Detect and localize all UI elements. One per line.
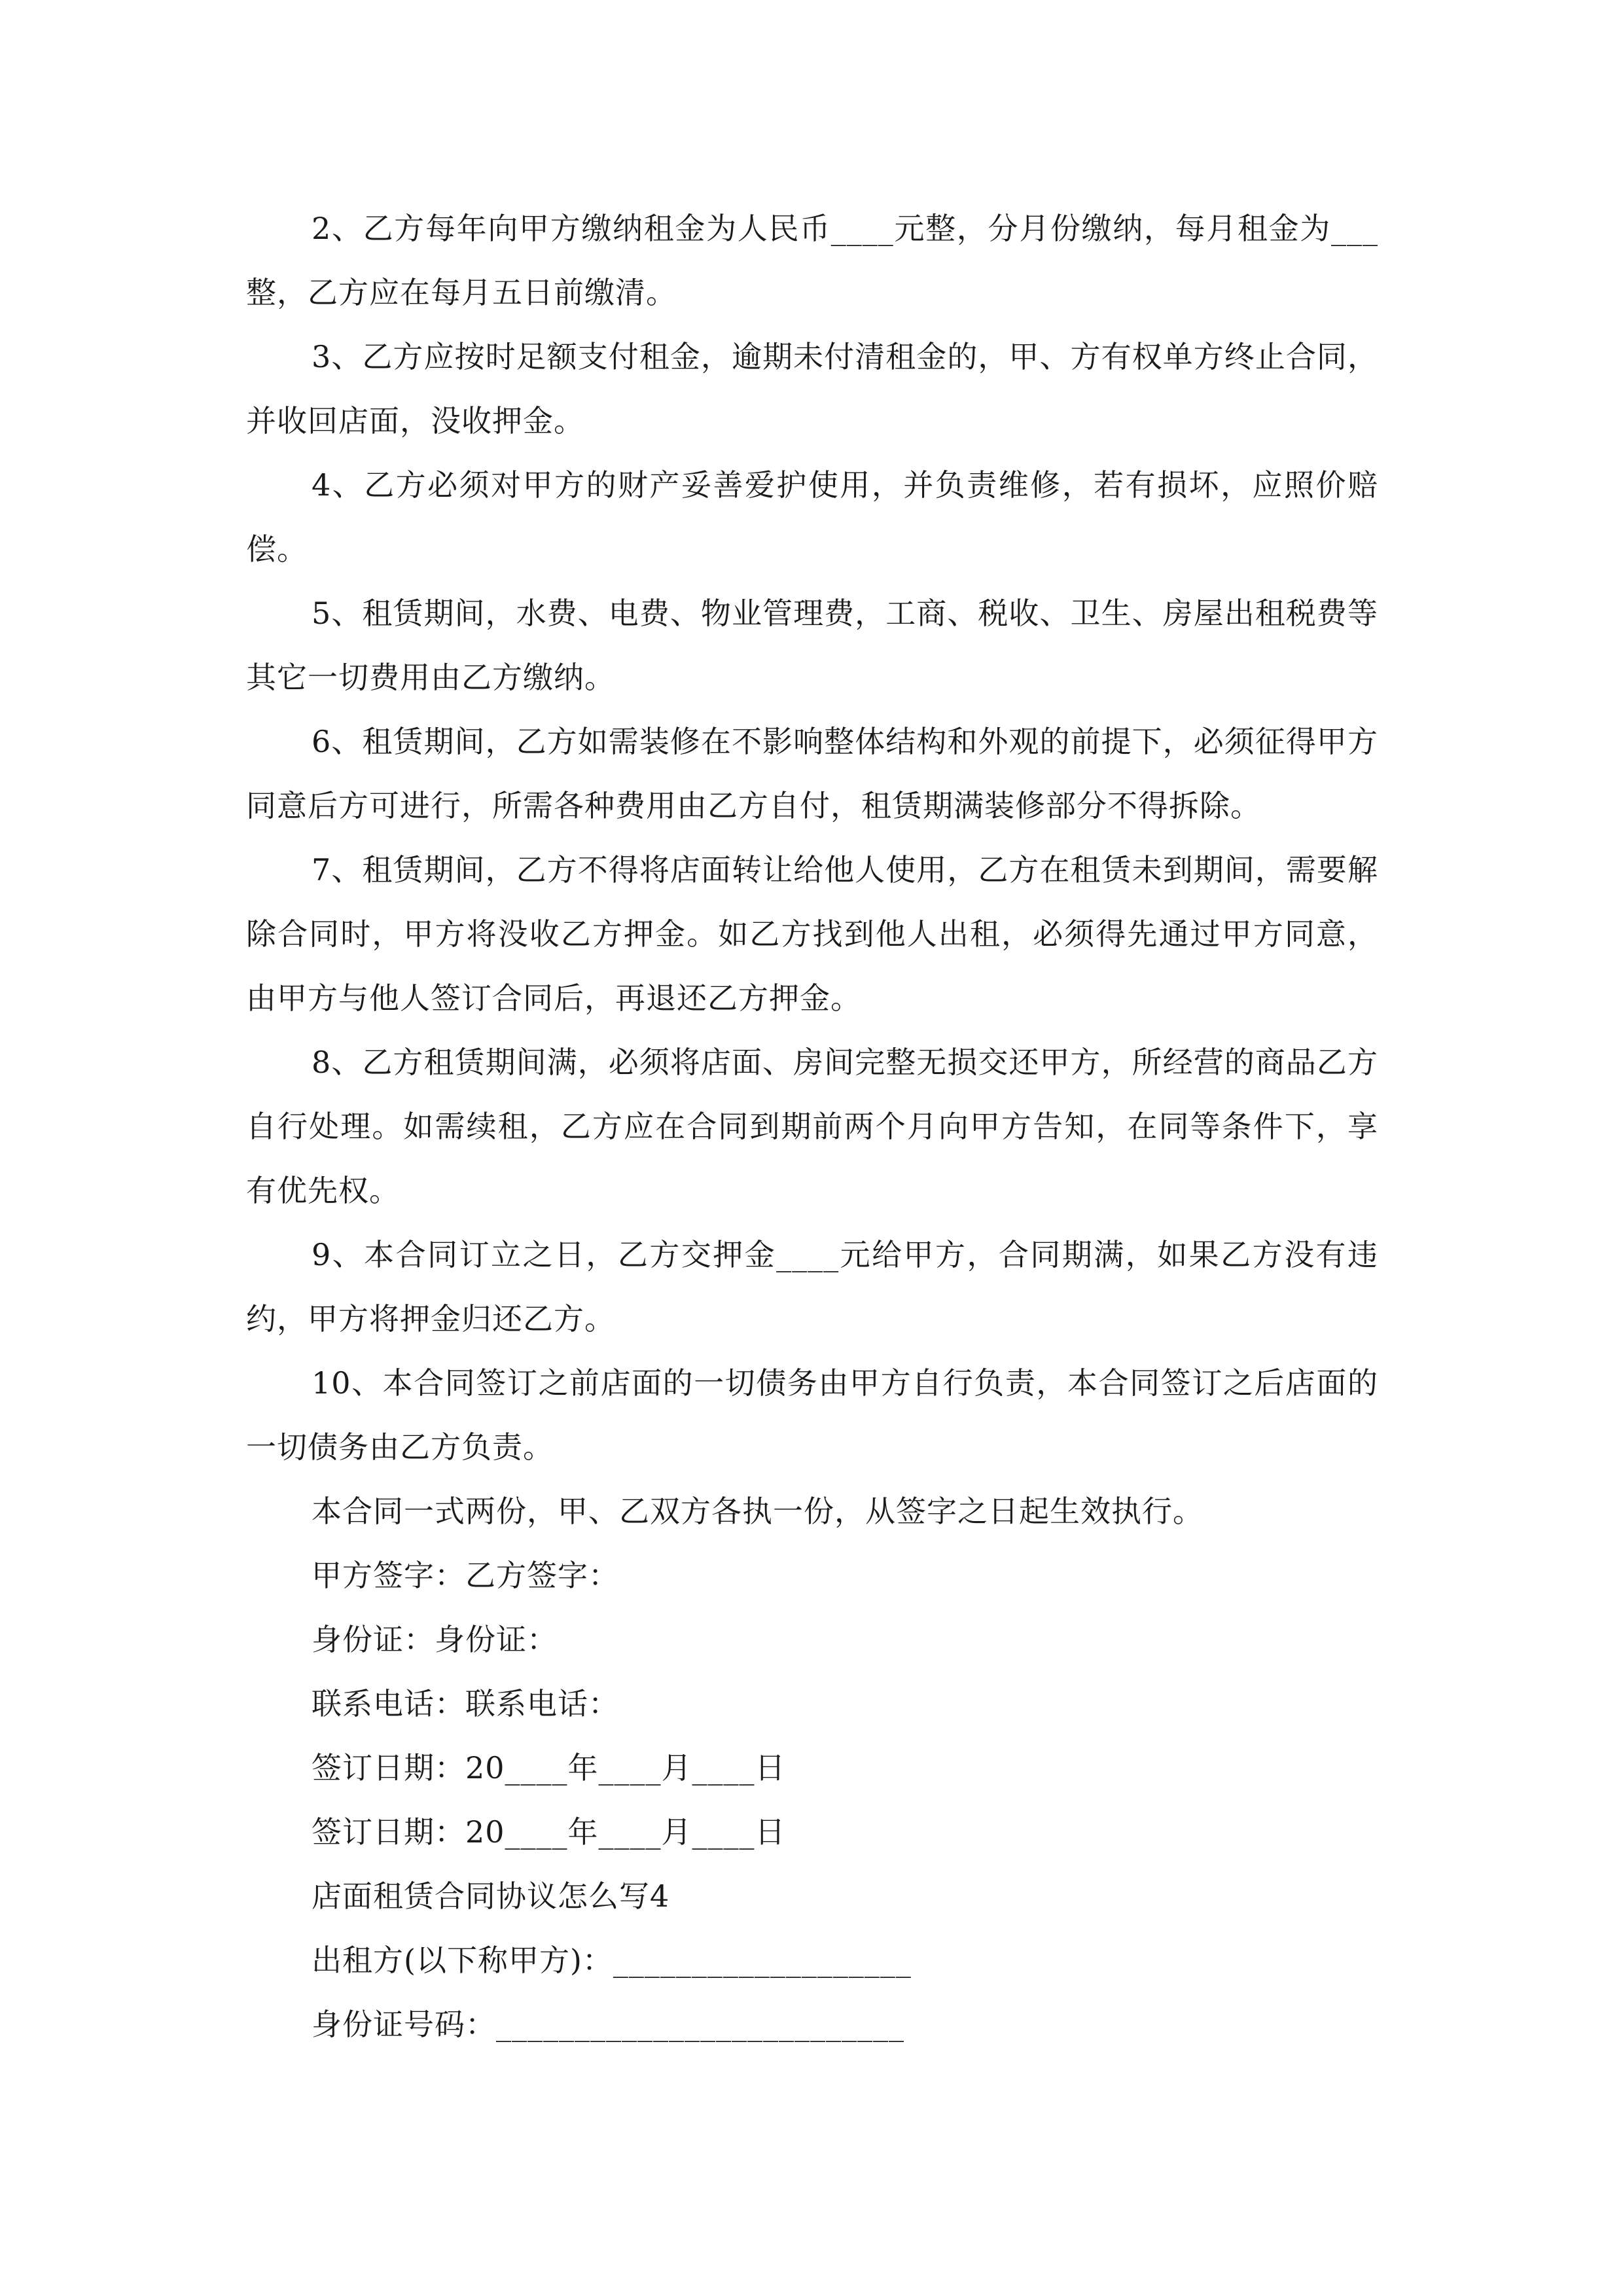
id-number-line: 身份证号码：__________________________ xyxy=(312,2007,904,2042)
clause-8: 8、乙方租赁期间满，必须将店面、房间完整无损交还甲方，所经营的商品乙方自行处理。如需续租，乙方应在合同到期前两个月向甲方告知，在同等条件下，享有优先权。 xyxy=(246,1045,1378,1208)
clause-10: 10、本合同签订之前店面的一切债务由甲方自行负责，本合同签订之后店面的一切债务由乙方负责。 xyxy=(246,1365,1378,1465)
section-title: 店面租赁合同协议怎么写4 xyxy=(312,1878,670,1914)
clause-5: 5、租赁期间，水费、电费、物业管理费，工商、税收、卫生、房屋出租税费等其它一切费用由乙方缴纳。 xyxy=(246,596,1378,695)
clause-2: 2、乙方每年向甲方缴纳租金为人民币____元整，分月份缴纳，每月租金为___整，乙方应在每月五日前缴清。 xyxy=(246,211,1378,310)
lessor-line: 出租方(以下称甲方)：___________________ xyxy=(312,1943,912,1978)
clause-4: 4、乙方必须对甲方的财产妥善爱护使用，并负责维修，若有损坏，应照价赔偿。 xyxy=(246,467,1378,567)
clause-6: 6、租赁期间，乙方如需装修在不影响整体结构和外观的前提下，必须征得甲方同意后方可进行，所需各种费用由乙方自付，租赁期满装修部分不得拆除。 xyxy=(246,724,1378,823)
copies-statement: 本合同一式两份，甲、乙双方各执一份，从签字之日起生效执行。 xyxy=(312,1494,1204,1529)
signature-line: 甲方签字：乙方签字： xyxy=(312,1558,619,1593)
clause-7: 7、租赁期间，乙方不得将店面转让给他人使用，乙方在租赁未到期间，需要解除合同时，甲方将没收乙方押金。如乙方找到他人出租，必须得先通过甲方同意，由甲方与他人签订合同后，再退还乙方押金。 xyxy=(246,852,1378,1016)
phone-line: 联系电话：联系电话： xyxy=(312,1686,619,1721)
document-page xyxy=(246,196,1378,2056)
signing-date-line-2: 签订日期：20____年____月____日 xyxy=(312,1814,786,1850)
clause-3: 3、乙方应按时足额支付租金，逾期未付清租金的，甲、方有权单方终止合同，并收回店面，没收押金。 xyxy=(246,339,1378,439)
signing-date-line-1: 签订日期：20____年____月____日 xyxy=(312,1750,786,1785)
id-card-line: 身份证：身份证： xyxy=(312,1622,558,1657)
clause-9: 9、本合同订立之日，乙方交押金____元给甲方，合同期满，如果乙方没有违约，甲方将押金归还乙方。 xyxy=(246,1237,1378,1336)
